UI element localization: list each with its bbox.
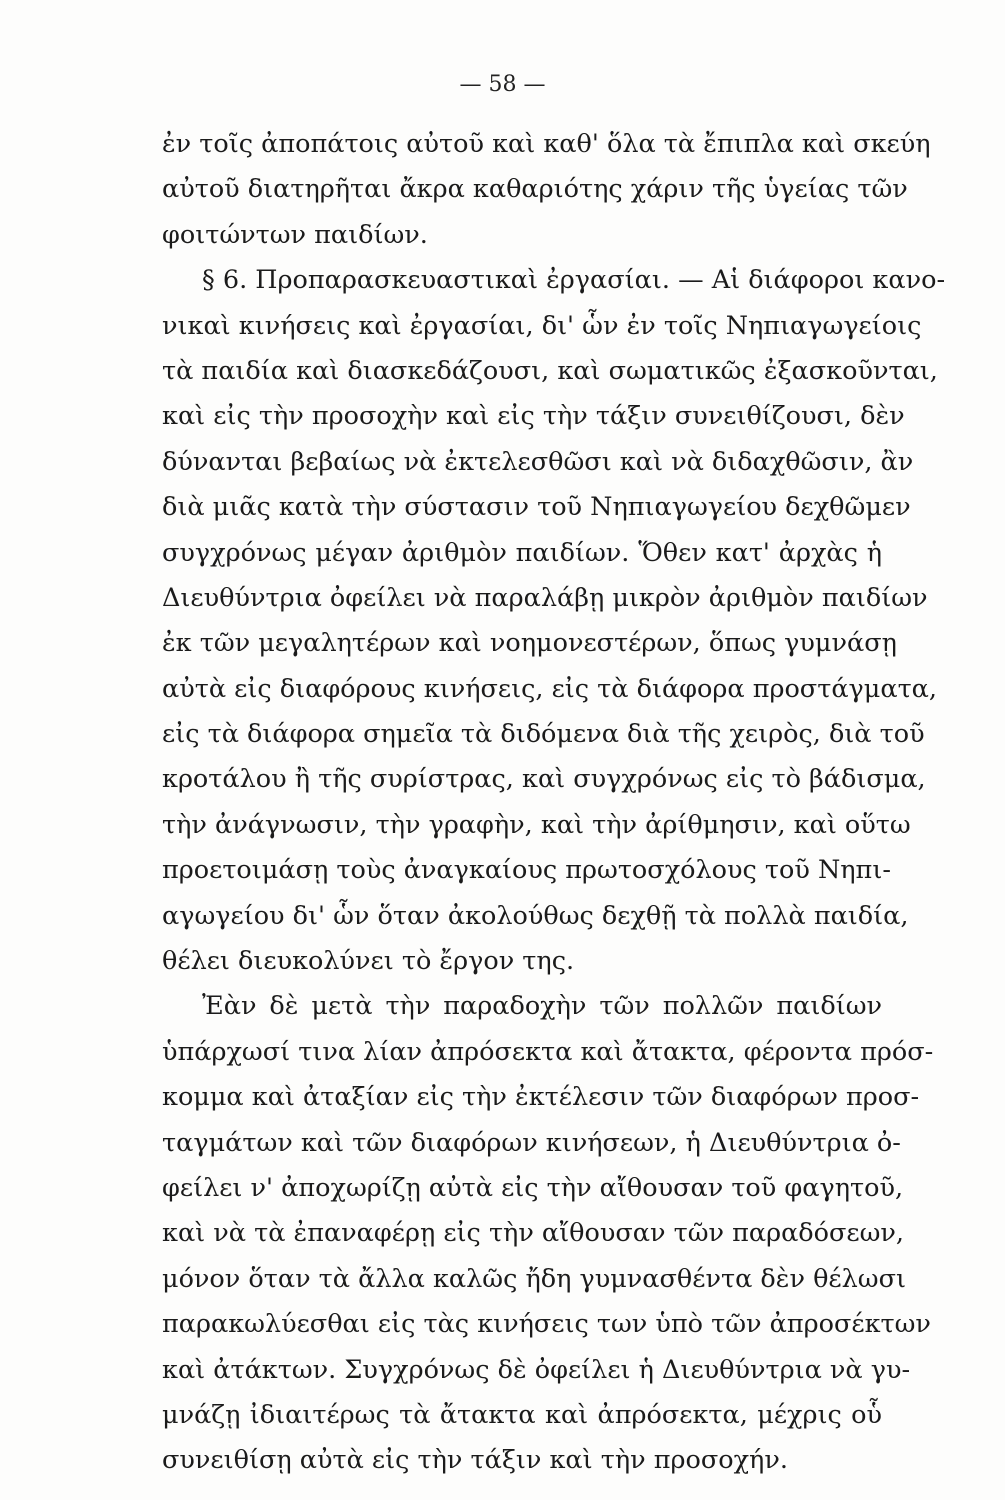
text-line: καὶ εἰς τὴν προσοχὴν καὶ εἰς τὴν τάξιν συνειθίζουσι, δὲν	[162, 401, 905, 432]
text-line: δύνανται βεβαίως νὰ ἐκτελεσθῶσι καὶ νὰ διδαχθῶσιν, ἂν	[162, 446, 914, 477]
paragraph-start-line: Ἐὰν δὲ μετὰ τὴν παραδοχὴν τῶν πολλῶν παιδίων	[202, 991, 882, 1022]
text-line: προετοιμάσῃ τοὺς ἀναγκαίους πρωτοσχόλους τοῦ Νηπι-	[162, 855, 891, 886]
text-line: μόνον ὅταν τὰ ἄλλα καλῶς ἤδη γυμνασθέντα δὲν θέλωσι	[162, 1263, 906, 1294]
text-line: φοιτώντων παιδίων.	[162, 219, 428, 250]
text-line: τὴν ἀνάγνωσιν, τὴν γραφὴν, καὶ τὴν ἀρίθμησιν, καὶ οὕτω	[162, 809, 911, 840]
text-line: ἐν τοῖς ἀποπάτοις αὐτοῦ καὶ καθ' ὅλα τὰ ἔπιπλα καὶ σκεύη	[162, 129, 931, 159]
text-line: φείλει ν' ἀποχωρίζῃ αὐτὰ εἰς τὴν αἴθουσαν τοῦ φαγητοῦ,	[162, 1172, 904, 1203]
text-line: κομμα καὶ ἀταξίαν εἰς τὴν ἐκτέλεσιν τῶν διαφόρων προσ-	[162, 1082, 920, 1113]
text-line: καὶ ἀτάκτων. Συγχρόνως δὲ ὀφείλει ἡ Διευθύντρια νὰ γυ-	[162, 1354, 911, 1385]
text-line: καὶ νὰ τὰ ἐπαναφέρῃ εἰς τὴν αἴθουσαν τῶν παραδόσεων,	[162, 1218, 905, 1249]
text-line: διὰ μιᾶς κατὰ τὴν σύστασιν τοῦ Νηπιαγωγείου δεχθῶμεν	[162, 492, 911, 523]
text-line: ταγμάτων καὶ τῶν διαφόρων κινήσεων, ἡ Διευθύντρια ὀ-	[162, 1127, 901, 1158]
text-line: θέλει διευκολύνει τὸ ἔργον της.	[162, 946, 575, 977]
text-line: συνειθίσῃ αὐτὰ εἰς τὴν τάξιν καὶ τὴν προσοχήν.	[162, 1445, 788, 1476]
text-line: νικαὶ κινήσεις καὶ ἐργασίαι, δι' ὧν ἐν τοῖς Νηπιαγωγείοις	[162, 310, 922, 341]
text-line: τὰ παιδία καὶ διασκεδάζουσι, καὶ σωματικῶς ἐξασκοῦνται,	[162, 355, 938, 386]
text-line: αὐτὰ εἰς διαφόρους κινήσεις, εἰς τὰ διάφορα προστάγματα,	[162, 673, 938, 704]
text-line: ὑπάρχωσί τινα λίαν ἀπρόσεκτα καὶ ἄτακτα, φέροντα πρόσ-	[162, 1036, 934, 1067]
body-text	[162, 122, 946, 1484]
text-line: ἐκ τῶν μεγαλητέρων καὶ νοημονεστέρων, ὅπως γυμνάσῃ	[162, 628, 897, 659]
text-line: αγωγείου δι' ὧν ὅταν ἀκολούθως δεχθῇ τὰ πολλὰ παιδία,	[162, 900, 909, 931]
text-line: Διευθύντρια ὀφείλει νὰ παραλάβῃ μικρὸν ἀριθμὸν παιδίων	[162, 582, 928, 613]
text-line: κροτάλου ἢ τῆς συρίστρας, καὶ συγχρόνως εἰς τὸ βάδισμα,	[162, 764, 926, 795]
text-line: μνάζῃ ἰδιαιτέρως τὰ ἄτακτα καὶ ἀπρόσεκτα, μέχρις οὗ	[162, 1399, 882, 1430]
text-line: αὐτοῦ διατηρῆται ἄκρα καθαριότης χάριν τῆς ὑγείας τῶν	[162, 174, 908, 205]
text-line: συγχρόνως μέγαν ἀριθμὸν παιδίων. Ὅθεν κατ' ἀρχὰς ἡ	[162, 537, 882, 568]
section-heading-line: § 6. Προπαρασκευαστικαὶ ἐργασίαι. — Αἱ διάφοροι κανο-	[202, 265, 946, 296]
text-line: εἰς τὰ διάφορα σημεῖα τὰ διδόμενα διὰ τῆς χειρὸς, διὰ τοῦ	[162, 719, 925, 750]
text-line: παρακωλύεσθαι εἰς τὰς κινήσεις των ὑπὸ τῶν ἀπροσέκτων	[162, 1309, 931, 1340]
page-number: — 58 —	[459, 72, 546, 97]
